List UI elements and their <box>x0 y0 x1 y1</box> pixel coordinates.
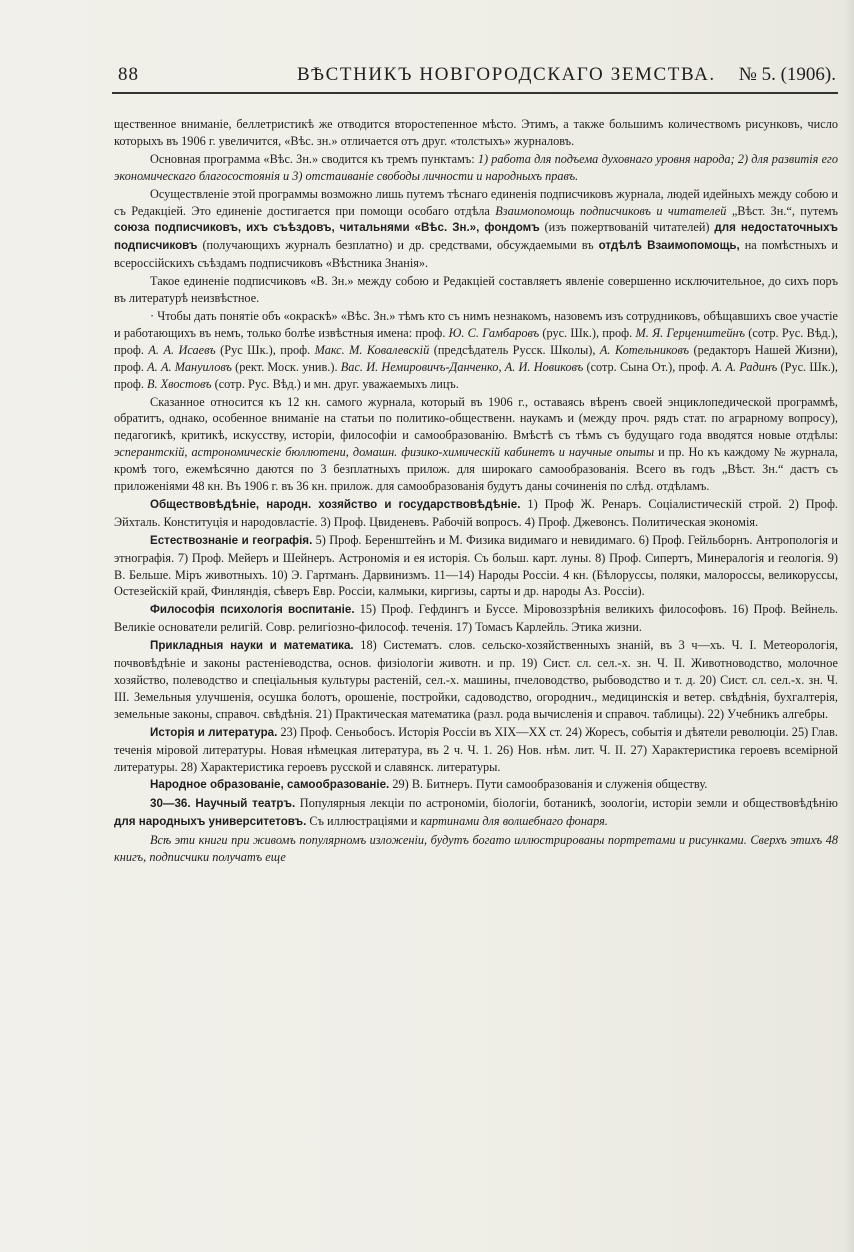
bold-run: Философія психологія воспитаніе. <box>150 603 355 617</box>
text-run: 18) Систематъ. слов. сельско-хозяйственныхъ знаній, въ 3 ч—хъ. Ч. I. Метеорологія, почвовѣдѣніе и законы растеніеводства, основ. физіологіи животн. и пр. 19) Сист. сл. сел.-х. зн. Ч. II. Животноводство, молочное хозяйство, полеводство и спеціальныя культуры растеній, сел.-х. машины, пчеловодство, рыбоводство и т. д. 20) Сист. сл. сел.-х. зн. Ч. III. Земельныя улучшенія, осушка болотъ, орошеніе, постройки, садоводство, огороднич., медицинскія и ветер. свѣдѣнія, бухгалтерія, земельные законы, справоч. свѣдѣнія. 21) Практическая математика (разл. рода вычисленія и справоч. таблицы). 22) Учебникъ алгебры. <box>114 638 838 721</box>
paragraph <box>114 776 838 794</box>
bold-run: для народныхъ университетовъ. <box>114 815 307 829</box>
italic-run: эсперантскій, астрономическіе бюллютени, домашн. физико-химическій кабинетъ и научные опыты <box>114 445 655 460</box>
paragraph <box>114 724 838 776</box>
paragraph <box>114 601 838 636</box>
text-run: Такое единеніе подписчиковъ «В. Зн.» между собою и Редакціей составляетъ явленіе совершенно исключительное, до сихъ поръ въ литературѣ неизвѣстное. <box>114 274 838 306</box>
paragraph <box>114 532 838 601</box>
text-run: · Чтобы дать понятіе объ «окраскѣ» «Вѣс. Зн.» тѣмъ кто съ нимъ незнакомъ, назовемъ изъ сотрудниковъ, обѣщавшихъ свое участіе и работающихъ въ немъ, только болѣе извѣстныя имена: проф. <box>114 308 838 340</box>
italic-run: картинами для волшебнаго фонаря. <box>420 814 608 829</box>
running-header <box>112 60 838 94</box>
italic-run: А. А. Радинъ <box>711 359 778 374</box>
bold-run: Исторія и литература. <box>150 725 278 739</box>
text-run: (предсѣдатель Русск. Школы), <box>429 342 600 357</box>
italic-run: А. А. Мануиловъ <box>147 359 232 374</box>
text-run: (получающихъ журналъ безплатно) и др. средствами, обсуждаемыми въ <box>197 238 599 253</box>
italic-run: А. Котельниковъ <box>599 342 690 357</box>
text-run: (Рус. Шк.), проф. <box>114 359 838 391</box>
paragraph <box>114 308 838 393</box>
italic-run: Всѣ эти книги при живомъ популярномъ изложеніи, будутъ богато иллюстрированы портретами и рисунками. Сверхъ этихъ 48 книгъ, подписчики получатъ еще <box>114 833 838 865</box>
italic-run: В. Хвостовъ <box>147 376 212 391</box>
text-run: (Рус Шк.), проф. <box>215 342 315 357</box>
bold-run: Народное образованіе, самообразованіе. <box>150 778 390 792</box>
text-run: „Вѣст. Зн.“, путемъ <box>726 203 838 218</box>
bold-run: Обществовѣдѣніе, народн. хозяйство и государствовѣдѣніе. <box>150 497 521 511</box>
paragraph <box>114 116 838 150</box>
text-run: Сказанное относится къ 12 кн. самого журнала, который въ 1906 г., оставаясь вѣренъ своей энциклопедической программѣ, обратитъ, однако, особенное вниманіе на статьи по политико-общественн. наукамъ и (между проч. рядъ стат. по аграрному вопросу), педагогикѣ, критикѣ, искусству, исторіи, философіи и самообразованію. Вмѣстѣ съ тѣмъ съ будущаго года вводятся новые отдѣлы: <box>114 394 838 443</box>
text-run: (сотр. Сына От.), проф. <box>583 359 712 374</box>
text-run: 5) Проф. Беренштейнъ и М. Физика видимаго и невидимаго. 6) Проф. Гейльборнъ. Антропологія и этнографія. 7) Проф. Мейеръ и Шейнеръ. Астрономія и ея исторія. Съ больш. карт. луны. 8) Проф. Сипертъ, Минералогія и геологія. 9) В. Бельше. Міръ животныхъ. 10) Э. Гартманъ. Дарвинизмъ. 11—14) Народы Россіи. 4 кн. (Бѣлоруссы, поляки, малороссы, великоруссы, Остезейскій край, Финляндія, сѣверъ Евр. Россіи, калмыки, киргизы, сарты и др. народы Аз. Россіи). <box>114 532 838 599</box>
italic-run: 1) работа для подъема духовнаго уровня народа; 2) для развитія его экономическаго благосостоянія и 3) отстаиваніе свободы личности и народныхъ правъ. <box>114 151 838 183</box>
bold-run: Прикладныя науки и математика. <box>150 639 354 653</box>
text-run: 23) Проф. Сеньобосъ. Исторія Россіи въ XIX—XX ст. 24) Жоресъ, событія и дѣятели революціи. 25) Глав. теченія міровой литературы. Новая нѣмецкая литература, въ 2 ч. Ч. 1. 26) Нов. нѣм. лит. Ч. II. 27) Характеристика героевъ всемірной литературы. 28) Характеристика героевъ русской и славянск. литературы. <box>114 724 838 774</box>
bold-run: союза подписчиковъ, ихъ съѣздовъ, читальнями «Вѣс. Зн.», фондомъ <box>114 221 540 235</box>
paragraph <box>114 186 838 273</box>
text-run: 29) В. Битнеръ. Пути самообразованія и служенія обществу. <box>389 777 708 792</box>
page-number: 88 <box>118 64 139 85</box>
text-run: 1) Проф Ж. Ренаръ. Соціалистическій строй. 2) Проф. Эйхталь. Конституція и народовластіе. 3) Проф. Цвиденевъ. Рабочій вопросъ. 4) Проф. Джевонсъ. Политическая экономія. <box>114 496 838 529</box>
paragraph <box>114 273 838 307</box>
journal-title: ВѢСТНИКЪ НОВГОРОДСКАГО ЗЕМСТВА. <box>297 64 716 85</box>
paragraph <box>114 832 838 866</box>
text-run: (рус. Шк.), проф. <box>539 325 636 340</box>
page-edge-shadow <box>844 0 854 1252</box>
text-run: Осуществленіе этой программы возможно лишь путемъ тѣснаго единенія подписчиковъ журнала, людей идейныхъ между собою и съ Редакціей. Это единеніе достигается при помощи особаго отдѣла <box>114 186 838 218</box>
text-run: (сотр. Рус. Вѣд.) и мн. друг. уважаемыхъ лицъ. <box>211 376 459 391</box>
text-run: (редакторъ Нашей Жизни), проф. <box>114 342 838 374</box>
italic-run: Макс. М. Ковалевскій <box>314 342 430 357</box>
italic-run: Ю. С. Гамбаровъ <box>448 325 540 340</box>
italic-run: Вас. И. Немировичъ-Данченко, А. И. Новиковъ <box>340 359 584 374</box>
italic-run: Взаимопомощь подписчиковъ и читателей <box>495 203 727 218</box>
paragraph <box>114 637 838 723</box>
issue-number: № 5. (1906). <box>738 64 836 85</box>
text-run: (сотр. Рус. Вѣд.), проф. <box>114 325 838 357</box>
text-run: (рект. Моск. унив.). <box>231 359 341 374</box>
italic-run: М. Я. Герценштейнъ <box>635 325 745 340</box>
article-body <box>114 116 838 867</box>
text-run: Съ иллюстраціями и <box>306 814 421 829</box>
italic-run: А. А. Исаевъ <box>148 342 216 357</box>
paragraph <box>114 496 838 531</box>
bold-run: Естествознаніе и географія. <box>150 533 313 547</box>
text-run: Основная программа «Вѣс. Зн.» сводится къ тремъ пунктамъ: <box>150 151 478 166</box>
paragraph <box>114 795 838 831</box>
text-run: 15) Проф. Гефдингъ и Буссе. Міровоззрѣнія великихъ философовъ. 16) Проф. Вейнель. Великіе основатели религій. Совр. религіозно-философ. теченія. 17) Томасъ Карлейль. Этика жизни. <box>114 602 839 635</box>
text-run: (изъ пожертвованій читателей) <box>539 220 715 235</box>
bold-run: отдѣлѣ Взаимопомощь, <box>598 239 740 253</box>
text-run: и пр. Но къ каждому № журнала, кромѣ того, ежемѣсячно даются по 3 безплатныхъ прилож. для широкаго самообразованія. Всего въ годъ „Вѣст. Зн.“ дастъ съ приложеніями 48 кн. Въ 1906 г. въ 36 кн. прилож. для самообразованія будутъ даны сочиненія по слѣд. отдѣламъ. <box>114 445 838 494</box>
paragraph <box>114 151 838 185</box>
bold-run: 30—36. Научный театръ. <box>150 797 296 811</box>
bold-run: для недостаточныхъ подписчиковъ <box>114 221 838 253</box>
text-run: на помѣстныхъ и всероссійскихъ съѣздамъ подписчиковъ «Вѣстника Знанія». <box>114 238 839 271</box>
text-run: Популярныя лекціи по астрономіи, біологіи, ботаникѣ, зоологіи, исторіи земли и обществовѣдѣнію <box>295 796 838 811</box>
text-run: щественное вниманіе, беллетристикѣ же отводится второстепенное мѣсто. Этимъ, а также большимъ количествомъ рисунковъ, число которыхъ въ 1906 г. увеличится, «Вѣс. зн.» отличается отъ друг. «толстыхъ» журналовъ. <box>114 117 838 148</box>
paragraph <box>114 394 838 495</box>
